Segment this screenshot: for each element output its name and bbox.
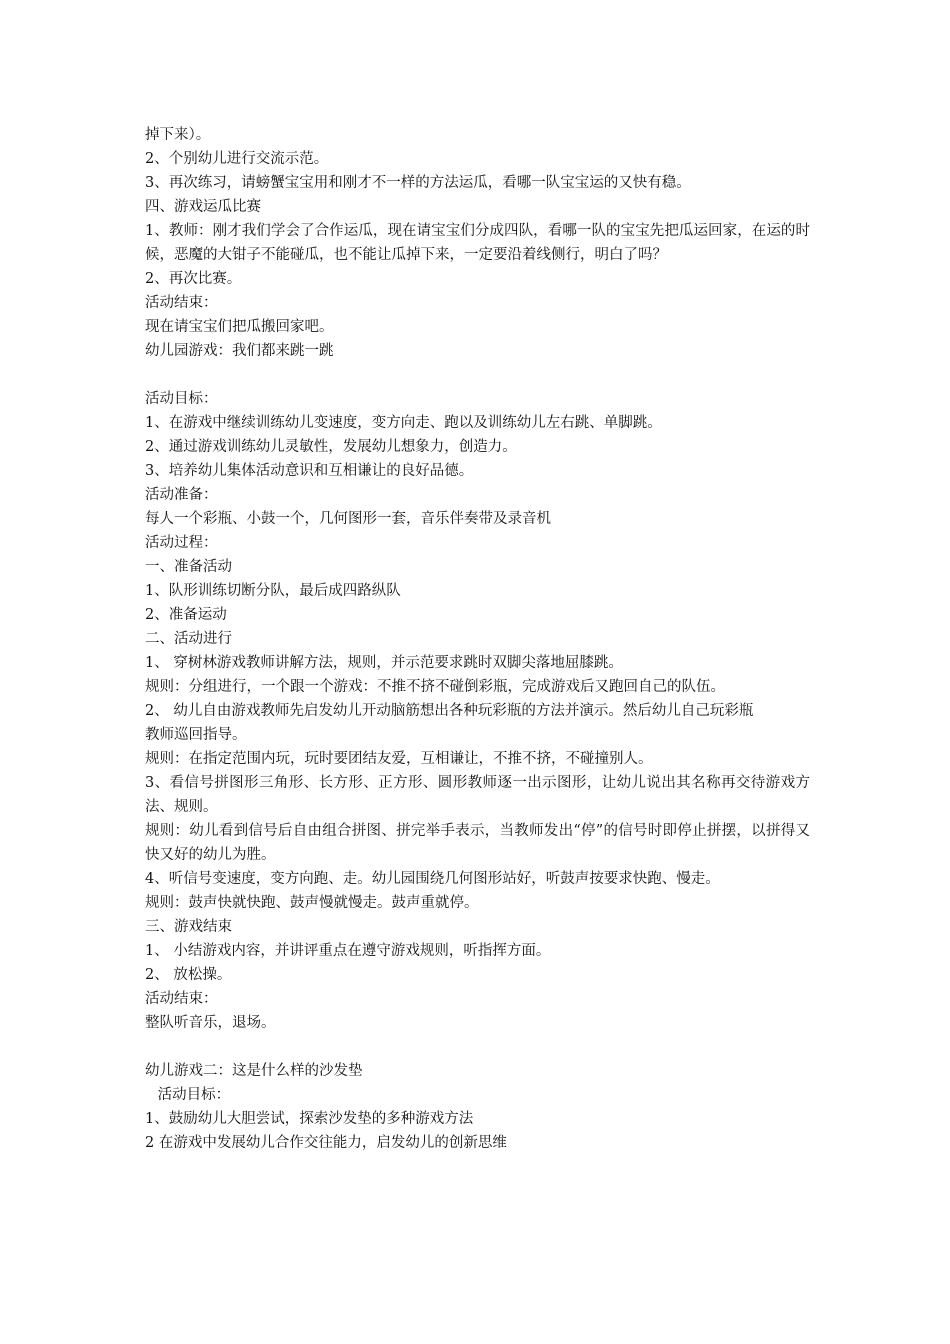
text-paragraph: 1、教师：刚才我们学会了合作运瓜，现在请宝宝们分成四队，看哪一队的宝宝先把瓜运回家，在运的时候，恶魔的大钳子不能碰瓜，也不能让瓜掉下来，一定要沿着线侧行，明白了吗？ [145, 223, 810, 263]
text-line: 1、在游戏中继续训练幼儿变速度，变方向走、跑以及训练幼儿左右跳、单脚跳。 [145, 415, 662, 431]
text-paragraph: 2、 幼儿自由游戏教师先启发幼儿开动脑筋想出各种玩彩瓶的方法并演示。然后幼儿自己玩彩瓶 [145, 703, 754, 719]
text-line: 1、鼓励幼儿大胆尝试，探索沙发垫的多种游戏方法 [145, 1111, 474, 1127]
blank-line [145, 363, 810, 387]
section-heading: 一、准备活动 [145, 559, 232, 575]
text-line: 3、培养幼儿集体活动意识和互相谦让的良好品德。 [145, 463, 474, 479]
document-body [145, 123, 810, 1155]
text-line: 2 在游戏中发展幼儿合作交往能力，启发幼儿的创新思维 [145, 1135, 507, 1151]
rule-line: 规则：鼓声快就快跑、鼓声慢就慢走。鼓声重就停。 [145, 895, 479, 911]
rule-line: 规则：在指定范围内玩，玩时要团结友爱，互相谦让，不推不挤，不碰撞别人。 [145, 751, 653, 767]
section-heading: 四、游戏运瓜比赛 [145, 199, 261, 215]
text-line: 掉下来）。 [145, 127, 211, 143]
section-label: 活动结束： [145, 991, 218, 1007]
text-line: 整队听音乐，退场。 [145, 1015, 276, 1031]
text-paragraph: 3、看信号拼图形三角形、长方形、正方形、圆形教师逐一出示图形，让幼儿说出其名称再交待游戏方法、规则。 [145, 775, 810, 815]
text-line: 每人一个彩瓶、小鼓一个，几何图形一套，音乐伴奏带及录音机 [145, 511, 551, 527]
section-heading: 二、活动进行 [145, 631, 232, 647]
text-line: 2、再次比赛。 [145, 271, 242, 287]
text-line: 1、 小结游戏内容，并讲评重点在遵守游戏规则，听指挥方面。 [145, 943, 551, 959]
rule-line: 规则：分组进行，一个跟一个游戏：不推不挤不碰倒彩瓶，完成游戏后又跑回自己的队伍。 [145, 679, 725, 695]
text-line: 2、 放松操。 [145, 967, 232, 983]
text-line: 2、个别幼儿进行交流示范。 [145, 151, 329, 167]
text-line: 2、准备运动 [145, 607, 227, 623]
text-line: 4、听信号变速度，变方向跑、走。幼儿园围绕几何图形站好，听鼓声按要求快跑、慢走。 [145, 871, 720, 887]
text-line: 1、 穿树林游戏教师讲解方法，规则，并示范要求跳时双脚尖落地屈膝跳。 [145, 655, 623, 671]
blank-line [145, 1035, 810, 1059]
text-line: 2、通过游戏训练幼儿灵敏性，发展幼儿想象力，创造力。 [145, 439, 517, 455]
game-title: 幼儿园游戏：我们都来跳一跳 [145, 343, 334, 359]
text-line: 现在请宝宝们把瓜搬回家吧。 [145, 319, 334, 335]
section-label: 活动目标： [153, 1087, 231, 1103]
text-line: 3、再次练习，请螃蟹宝宝用和刚才不一样的方法运瓜，看哪一队宝宝运的又快有稳。 [145, 175, 691, 191]
section-label: 活动准备： [145, 487, 218, 503]
game-title: 幼儿游戏二：这是什么样的沙发垫 [145, 1063, 363, 1079]
section-label: 活动过程： [145, 535, 218, 551]
section-heading: 三、游戏结束 [145, 919, 232, 935]
section-label: 活动结束： [145, 295, 218, 311]
text-line: 教师巡回指导。 [145, 727, 247, 743]
section-label: 活动目标： [145, 391, 218, 407]
text-line: 1、队形训练切断分队，最后成四路纵队 [145, 583, 401, 599]
rule-paragraph: 规则：幼儿看到信号后自由组合拼图、拼完举手表示，当教师发出“停”的信号时即停止拼摆，以拼得又快又好的幼儿为胜。 [145, 823, 810, 863]
